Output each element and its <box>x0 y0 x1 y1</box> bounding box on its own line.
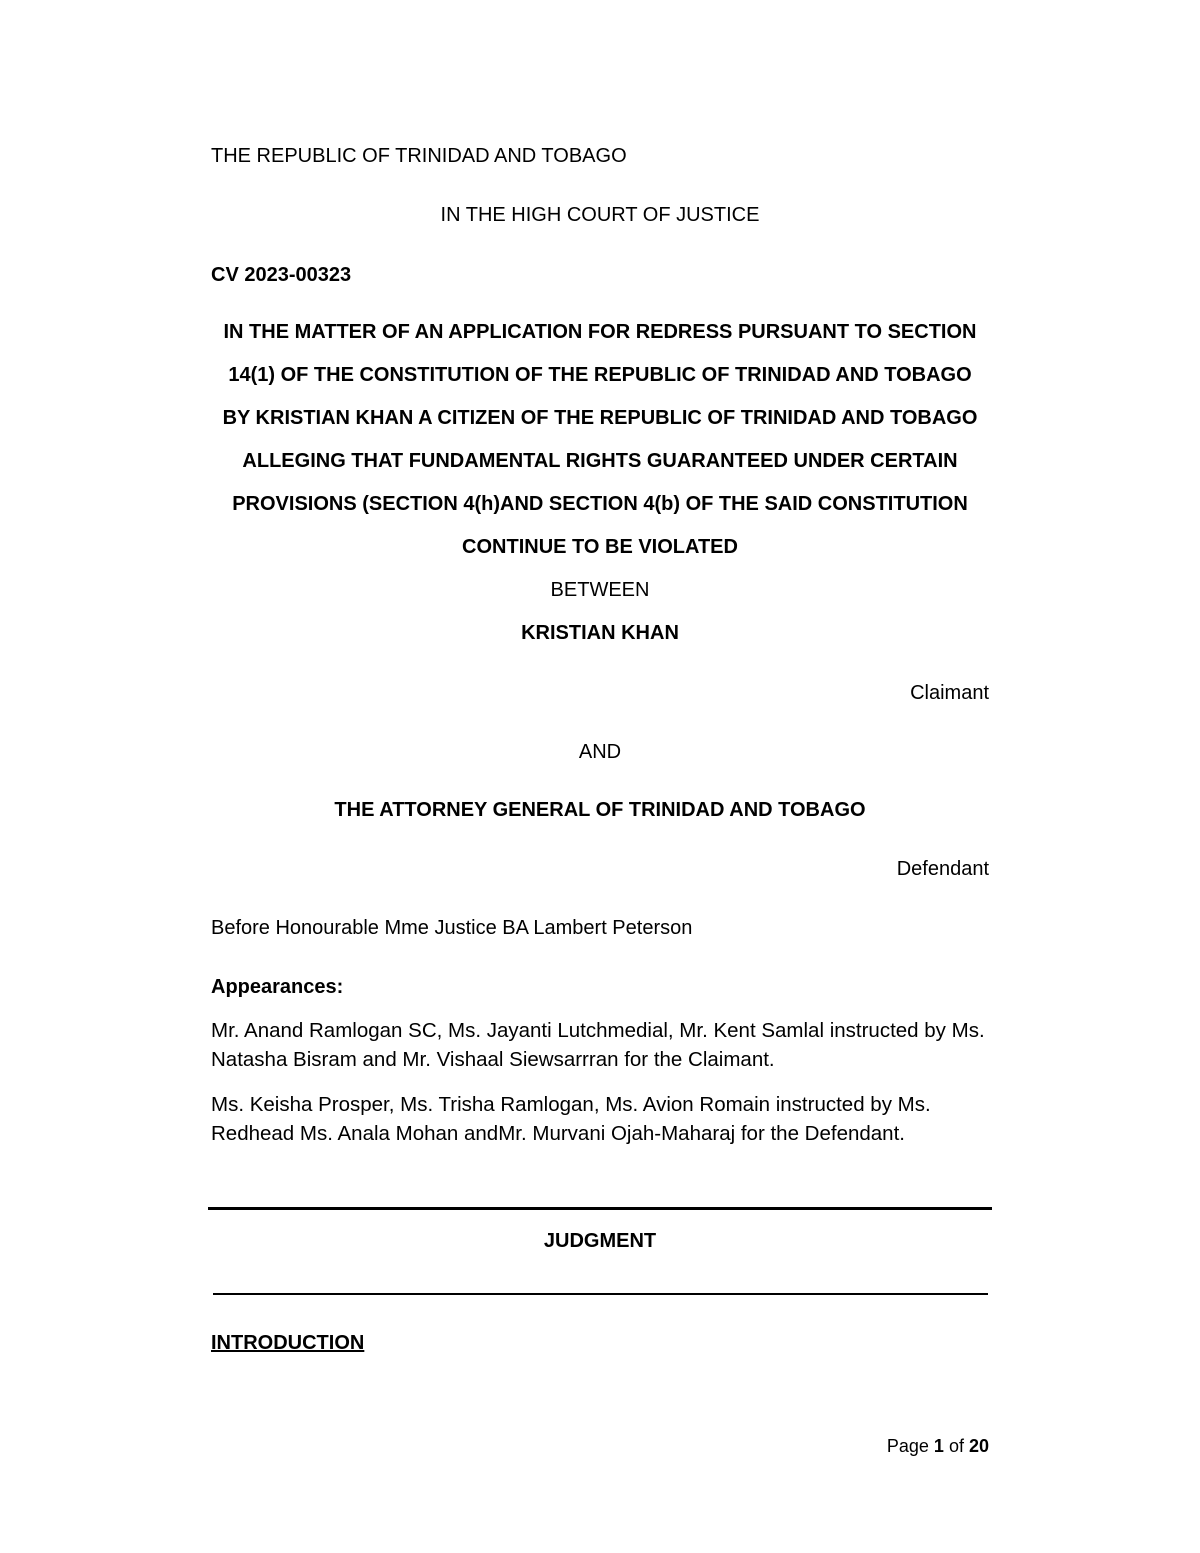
page-number <box>210 1433 989 1459</box>
defendant-role: Defendant <box>896 858 989 880</box>
claim-number: CV 2023-00323 <box>211 264 352 286</box>
page-total: 20 <box>968 1436 989 1456</box>
matter-line-3: BY KRISTIAN KHAN A CITIZEN OF THE REPUBLIC OF TRINIDAD AND TOBAGO <box>222 407 978 429</box>
page-word: Page <box>886 1436 929 1456</box>
court-heading: IN THE HIGH COURT OF JUSTICE <box>440 204 760 226</box>
claimant-role: Claimant <box>910 682 989 704</box>
top-rule <box>208 1207 992 1210</box>
matter-line-1: IN THE MATTER OF AN APPLICATION FOR REDRESS PURSUANT TO SECTION <box>223 321 977 343</box>
and-label: AND <box>578 741 622 763</box>
matter-line-2: 14(1) OF THE CONSTITUTION OF THE REPUBLIC OF TRINIDAD AND TOBAGO <box>228 364 972 386</box>
judgment-heading: JUDGMENT <box>543 1230 657 1252</box>
before-judge: Before Honourable Mme Justice BA Lambert Peterson <box>211 917 693 939</box>
bottom-rule <box>213 1293 988 1295</box>
republic-heading: THE REPUBLIC OF TRINIDAD AND TOBAGO <box>211 145 627 167</box>
matter-line-5: PROVISIONS (SECTION 4(h)AND SECTION 4(b) OF THE SAID CONSTITUTION <box>232 493 968 515</box>
page-current: 1 <box>933 1436 944 1456</box>
appearances-heading: Appearances: <box>211 976 344 998</box>
appearance-defendant: Ms. Keisha Prosper, Ms. Trisha Ramlogan, Ms. Avion Romain instructed by Ms. Redhead Ms. Anala Mohan andMr. Murvani Ojah-Maharaj for the Defendant. <box>211 1093 931 1145</box>
between-label: BETWEEN <box>550 579 650 601</box>
appearance-claimant: Mr. Anand Ramlogan SC, Ms. Jayanti Lutchmedial, Mr. Kent Samlal instructed by Ms. Natasha Bisram and Mr. Vishaal Siewsarrran for the Claimant. <box>211 1019 985 1071</box>
defendant-name: THE ATTORNEY GENERAL OF TRINIDAD AND TOBAGO <box>334 799 866 821</box>
introduction-heading: INTRODUCTION <box>211 1332 365 1354</box>
matter-line-6: CONTINUE TO BE VIOLATED <box>462 536 738 558</box>
matter-line-4: ALLEGING THAT FUNDAMENTAL RIGHTS GUARANTEED UNDER CERTAIN <box>242 450 958 472</box>
claimant-name: KRISTIAN KHAN <box>521 622 679 644</box>
of-word: of <box>948 1436 964 1456</box>
